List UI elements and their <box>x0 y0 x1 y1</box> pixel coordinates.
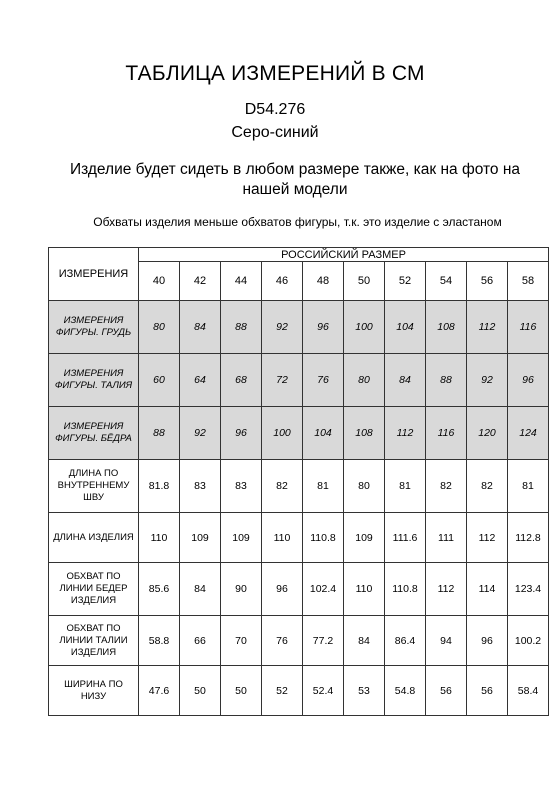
value-cell: 120 <box>467 407 508 460</box>
value-cell: 56 <box>467 666 508 716</box>
value-cell: 96 <box>221 407 262 460</box>
value-cell: 84 <box>180 301 221 354</box>
value-cell: 56 <box>426 666 467 716</box>
value-cell: 80 <box>344 460 385 513</box>
value-cell: 96 <box>262 563 303 616</box>
size-header-cell: 48 <box>303 262 344 301</box>
row-label: ДЛИНА ПО ВНУТРЕННЕМУ ШВУ <box>49 460 139 513</box>
size-header-cell: 46 <box>262 262 303 301</box>
value-cell: 80 <box>344 354 385 407</box>
size-header-cell: 56 <box>467 262 508 301</box>
value-cell: 96 <box>508 354 549 407</box>
value-cell: 109 <box>344 513 385 563</box>
value-cell: 110.8 <box>385 563 426 616</box>
value-cell: 112 <box>385 407 426 460</box>
value-cell: 110 <box>262 513 303 563</box>
value-cell: 102.4 <box>303 563 344 616</box>
size-header-cell: 52 <box>385 262 426 301</box>
value-cell: 83 <box>221 460 262 513</box>
value-cell: 81 <box>385 460 426 513</box>
value-cell: 72 <box>262 354 303 407</box>
value-cell: 58.8 <box>139 616 180 666</box>
table-row <box>49 666 549 716</box>
value-cell: 81 <box>303 460 344 513</box>
value-cell: 100 <box>262 407 303 460</box>
value-cell: 112 <box>467 301 508 354</box>
value-cell: 96 <box>467 616 508 666</box>
value-cell: 86.4 <box>385 616 426 666</box>
value-cell: 81.8 <box>139 460 180 513</box>
value-cell: 94 <box>426 616 467 666</box>
value-cell: 88 <box>426 354 467 407</box>
value-cell: 88 <box>221 301 262 354</box>
value-cell: 109 <box>180 513 221 563</box>
row-label: ДЛИНА ИЗДЕЛИЯ <box>49 513 139 563</box>
measurements-header: ИЗМЕРЕНИЯ <box>49 248 139 301</box>
value-cell: 60 <box>139 354 180 407</box>
row-label: ОБХВАТ ПО ЛИНИИ БЕДЕР ИЗДЕЛИЯ <box>49 563 139 616</box>
size-header-cell: 42 <box>180 262 221 301</box>
value-cell: 77.2 <box>303 616 344 666</box>
fit-note: Изделие будет сидеть в любом размере также, как на фото на нашей модели <box>69 161 521 198</box>
size-header-cell: 40 <box>139 262 180 301</box>
value-cell: 104 <box>385 301 426 354</box>
value-cell: 76 <box>303 354 344 407</box>
size-header-cell: 44 <box>221 262 262 301</box>
value-cell: 82 <box>426 460 467 513</box>
row-label: ИЗМЕРЕНИЯ ФИГУРЫ. ТАЛИЯ <box>49 354 139 407</box>
table-row <box>49 354 549 407</box>
value-cell: 92 <box>467 354 508 407</box>
table-row <box>49 616 549 666</box>
value-cell: 58.4 <box>508 666 549 716</box>
value-cell: 112.8 <box>508 513 549 563</box>
row-label: ИЗМЕРЕНИЯ ФИГУРЫ. ГРУДЬ <box>49 301 139 354</box>
table-row <box>49 513 549 563</box>
value-cell: 110 <box>344 563 385 616</box>
value-cell: 92 <box>262 301 303 354</box>
value-cell: 116 <box>426 407 467 460</box>
russian-size-header: РОССИЙСКИЙ РАЗМЕР <box>139 248 549 262</box>
value-cell: 80 <box>139 301 180 354</box>
value-cell: 83 <box>180 460 221 513</box>
value-cell: 124 <box>508 407 549 460</box>
value-cell: 85.6 <box>139 563 180 616</box>
value-cell: 109 <box>221 513 262 563</box>
value-cell: 64 <box>180 354 221 407</box>
article-code: D54.276 <box>244 101 306 118</box>
value-cell: 52.4 <box>303 666 344 716</box>
table-row <box>49 301 549 354</box>
value-cell: 111.6 <box>385 513 426 563</box>
value-cell: 84 <box>385 354 426 407</box>
page-title: ТАБЛИЦА ИЗМЕРЕНИЙ В СМ <box>125 62 425 85</box>
table-row <box>49 563 549 616</box>
value-cell: 114 <box>467 563 508 616</box>
row-label: ИЗМЕРЕНИЯ ФИГУРЫ. БЁДРА <box>49 407 139 460</box>
size-header-cell: 58 <box>508 262 549 301</box>
value-cell: 100 <box>344 301 385 354</box>
value-cell: 112 <box>426 563 467 616</box>
value-cell: 84 <box>344 616 385 666</box>
value-cell: 53 <box>344 666 385 716</box>
value-cell: 84 <box>180 563 221 616</box>
color-name: Серо-синий <box>231 124 319 141</box>
value-cell: 100.2 <box>508 616 549 666</box>
value-cell: 110 <box>139 513 180 563</box>
value-cell: 92 <box>180 407 221 460</box>
table-row <box>49 407 549 460</box>
value-cell: 108 <box>426 301 467 354</box>
value-cell: 96 <box>303 301 344 354</box>
table-row <box>49 460 549 513</box>
value-cell: 90 <box>221 563 262 616</box>
row-label: ОБХВАТ ПО ЛИНИИ ТАЛИИ ИЗДЕЛИЯ <box>49 616 139 666</box>
value-cell: 82 <box>262 460 303 513</box>
value-cell: 108 <box>344 407 385 460</box>
value-cell: 116 <box>508 301 549 354</box>
value-cell: 54.8 <box>385 666 426 716</box>
elastic-note: Обхваты изделия меньше обхватов фигуры, т.к. это изделие с эластаном <box>93 215 502 229</box>
value-cell: 104 <box>303 407 344 460</box>
value-cell: 66 <box>180 616 221 666</box>
size-header-cell: 54 <box>426 262 467 301</box>
value-cell: 81 <box>508 460 549 513</box>
size-header-cell: 50 <box>344 262 385 301</box>
value-cell: 110.8 <box>303 513 344 563</box>
value-cell: 47.6 <box>139 666 180 716</box>
value-cell: 50 <box>180 666 221 716</box>
value-cell: 82 <box>467 460 508 513</box>
value-cell: 112 <box>467 513 508 563</box>
value-cell: 70 <box>221 616 262 666</box>
value-cell: 52 <box>262 666 303 716</box>
value-cell: 68 <box>221 354 262 407</box>
value-cell: 50 <box>221 666 262 716</box>
size-table <box>48 247 549 716</box>
value-cell: 123.4 <box>508 563 549 616</box>
value-cell: 111 <box>426 513 467 563</box>
value-cell: 88 <box>139 407 180 460</box>
value-cell: 76 <box>262 616 303 666</box>
row-label: ШИРИНА ПО НИЗУ <box>49 666 139 716</box>
